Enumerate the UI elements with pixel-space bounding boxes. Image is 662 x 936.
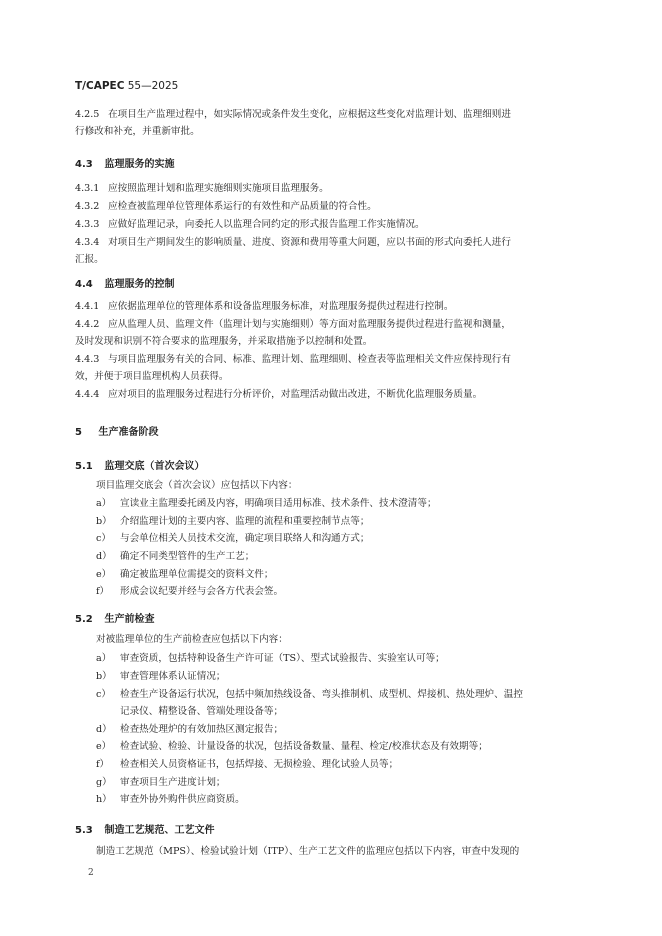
clause-4-4-2-line1: [75, 318, 511, 332]
clause-4-4-2-line2: 及时发现和识别不符合要求的监理服务，并采取措施予以控制和处置。: [75, 336, 373, 347]
clause-number: 4.4.1: [75, 301, 100, 312]
list-item: [96, 585, 283, 599]
clause-4-4-4: [75, 388, 482, 402]
list-item-text: 确定被监理单位需提交的资料文件；: [120, 569, 274, 580]
list-item: [96, 758, 398, 772]
list-item-text: 记录仪、精整设备、管端处理设备等；: [120, 706, 284, 717]
list-item: [96, 497, 437, 511]
clause-text: 应从监理人员、监理文件（监理计划与实施细则）等方面对监理服务提供过程进行监视和测量，: [108, 319, 511, 330]
paragraph-intro-5-1: 项目监理交底会（首次会议）应包括以下内容：: [96, 480, 298, 491]
list-item-continuation: [96, 705, 283, 719]
heading-number: 4.4: [75, 279, 93, 290]
list-item-text: 审查管理体系认证情况；: [120, 671, 226, 682]
clause-text: 应做好监理记录，向委托人以监理合同约定的形式报告监理工作实施情况。: [108, 219, 425, 230]
list-item-label: a）: [96, 498, 112, 509]
page-number: 2: [88, 868, 94, 878]
list-item: [96, 793, 245, 807]
section-heading-5-3: [75, 821, 214, 836]
list-item-label: a）: [96, 653, 112, 664]
list-item: [96, 568, 274, 582]
clause-4-4-1: [75, 300, 453, 314]
clause-text: 与项目监理服务有关的合同、标准、监理计划、监理细则、检查表等监理相关文件应保持现行有: [108, 354, 511, 365]
section-heading-5-1: [75, 457, 204, 472]
list-item-text: 审查资质，包括特种设备生产许可证（TS）、型式试验报告、实验室认可等；: [120, 653, 445, 664]
list-item-label: d）: [96, 724, 112, 735]
clause-4-3-4-line2: 汇报。: [75, 254, 104, 265]
clause-number: 4.4.2: [75, 319, 100, 330]
list-item-label: e）: [96, 569, 112, 580]
clause-number: 4.4.3: [75, 354, 100, 365]
list-item-text: 确定不同类型管件的生产工艺；: [120, 551, 255, 562]
heading-number: 5.2: [75, 614, 93, 625]
heading-number: 5.3: [75, 825, 93, 836]
clause-number: 4.3.2: [75, 201, 100, 212]
list-item: [96, 652, 445, 666]
section-heading-4-4: [75, 275, 174, 290]
clause-text: 应对项目的监理服务过程进行分析评价，对监理活动做出改进，不断优化监理服务质量。: [108, 389, 483, 400]
paragraph-5-3-line1: 制造工艺规范（MPS）、检验试验计划（ITP）、生产工艺文件的监理应包括以下内容，审查中发现的: [96, 846, 520, 857]
section-heading-5-2: [75, 610, 154, 625]
clause-text: 应检查被监理单位管理体系运行的有效性和产品质量的符合性。: [108, 201, 377, 212]
clause-number: 4.3.4: [75, 237, 100, 248]
list-item: [96, 532, 369, 546]
list-item-label: f）: [96, 586, 110, 597]
list-item-text: 检查试验、检验、计量设备的状况，包括设备数量、量程、检定/校准状态及有效期等；: [120, 741, 488, 752]
list-item: [96, 740, 488, 754]
list-item-label: e）: [96, 741, 112, 752]
list-item-text: 检查生产设备运行状况，包括中频加热线设备、弯头推制机、成型机、焊接机、热处理炉、温控: [120, 689, 523, 700]
list-item: [96, 550, 254, 564]
list-item-text: 审查外协外购件供应商资质。: [120, 794, 245, 805]
heading-title: 监理交底（首次会议）: [104, 461, 205, 472]
list-item-label: c）: [96, 689, 111, 700]
list-item: [96, 688, 523, 702]
paragraph-intro-5-2: 对被监理单位的生产前检查应包括以下内容：: [96, 634, 288, 645]
clause-4-2-5-line1: [75, 108, 511, 122]
list-item: [96, 776, 226, 790]
list-item-label: b）: [96, 671, 112, 682]
heading-title: 制造工艺规范、工艺文件: [104, 825, 215, 836]
heading-title: 监理服务的实施: [104, 159, 175, 170]
clause-number: 4.4.4: [75, 389, 100, 400]
list-item-text: 形成会议纪要并经与会各方代表会签。: [120, 586, 284, 597]
heading-number: 5: [75, 427, 82, 438]
list-item-text: 审查项目生产进度计划；: [120, 777, 226, 788]
header-doc-year: 55—2025: [127, 80, 179, 92]
clause-text: 在项目生产监理过程中，如实际情况或条件发生变化，应根据这些变化对监理计划、监理细则进: [108, 109, 511, 120]
heading-title: 生产准备阶段: [98, 427, 159, 438]
chapter-heading-5: [75, 423, 158, 438]
clause-text: 应按照监理计划和监理实施细则实施项目监理服务。: [108, 183, 329, 194]
clause-number: 4.2.5: [75, 109, 100, 120]
section-heading-4-3: [75, 155, 174, 170]
list-item-text: 宣读业主监理委托函及内容，明确项目适用标准、技术条件、技术澄清等；: [120, 498, 437, 509]
list-item-label: g）: [96, 777, 112, 788]
clause-number: 4.3.3: [75, 219, 100, 230]
list-item-label: h）: [96, 794, 112, 805]
clause-4-3-1: [75, 182, 329, 196]
list-item-text: 与会单位相关人员技术交流，确定项目联络人和沟通方式；: [120, 533, 370, 544]
heading-title: 监理服务的控制: [104, 279, 175, 290]
list-item-text: 检查相关人员资格证书，包括焊接、无损检验、理化试验人员等；: [120, 759, 399, 770]
list-item-label: c）: [96, 533, 111, 544]
clause-4-3-4-line1: [75, 236, 511, 250]
clause-text: 对项目生产期间发生的影响质量、进度、资源和费用等重大问题，应以书面的形式向委托人进行: [108, 237, 511, 248]
clause-4-3-3: [75, 218, 425, 232]
header-doc-code: T/CAPEC: [75, 80, 125, 92]
clause-4-4-3-line1: [75, 353, 511, 367]
list-item-label: b）: [96, 516, 112, 527]
list-item: [96, 723, 283, 737]
heading-number: 5.1: [75, 461, 93, 472]
list-item-label: f）: [96, 759, 110, 770]
clause-4-4-3-line2: 效，并便于项目监理机构人员获得。: [75, 371, 229, 382]
list-item-text: 检查热处理炉的有效加热区测定报告；: [120, 724, 284, 735]
list-item-label: d）: [96, 551, 112, 562]
heading-number: 4.3: [75, 159, 93, 170]
list-item: [96, 515, 369, 529]
clause-number: 4.3.1: [75, 183, 100, 194]
clause-4-2-5-line2: 行修改和补充，并重新审批。: [75, 126, 200, 137]
heading-title: 生产前检查: [104, 614, 155, 625]
clause-text: 应依据监理单位的管理体系和设备监理服务标准，对监理服务提供过程进行控制。: [108, 301, 454, 312]
list-item-text: 介绍监理计划的主要内容、监理的流程和重要控制节点等；: [120, 516, 370, 527]
document-header: [75, 80, 178, 92]
list-item: [96, 670, 226, 684]
clause-4-3-2: [75, 200, 377, 214]
